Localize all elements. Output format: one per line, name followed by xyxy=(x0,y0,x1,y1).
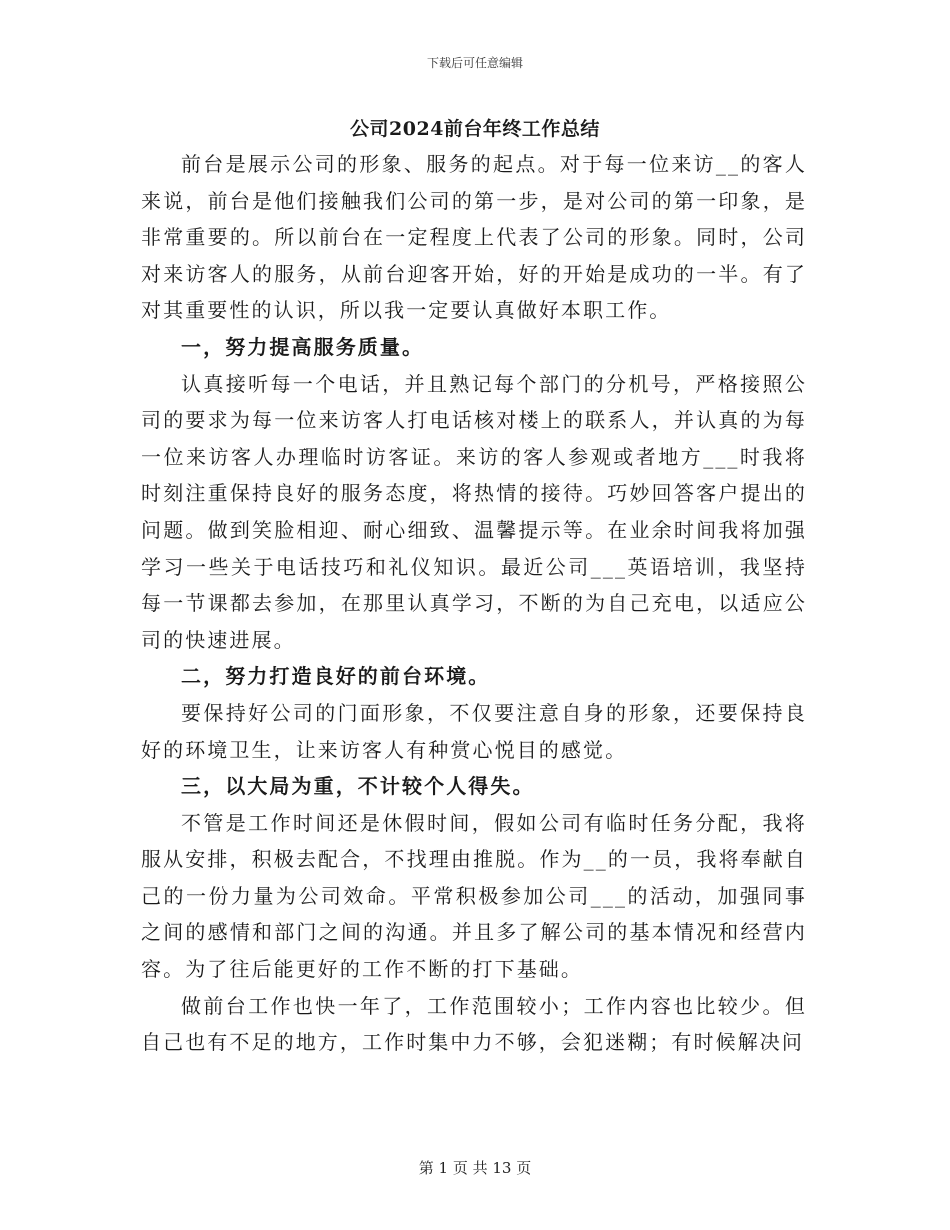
section-heading-1: 一，努力提高服务质量。 xyxy=(181,334,425,359)
header-note: 下载后可任意编辑 xyxy=(426,56,523,70)
document-body xyxy=(141,146,807,1061)
page-number: 第 1 页 共 13 页 xyxy=(418,1159,532,1177)
paragraph-intro: 前台是展示公司的形象、服务的起点。对于每一位来访__的客人来说，前台是他们接触我们公司的第一步，是对公司的第一印象，是非常重要的。所以前台在一定程度上代表了公司的形象。同时，公司对来访客人的服务，从前台迎客开始，好的开始是成功的一半。有了对其重要性的认识，所以我一定要认真做好本职工作。 xyxy=(141,152,807,323)
section-heading-2: 二，努力打造良好的前台环境。 xyxy=(181,664,491,689)
document-title: 公司2024前台年终工作总结 xyxy=(350,118,600,140)
paragraph-reflection: 做前台工作也快一年了，工作范围较小；工作内容也比较少。但自己也有不足的地方，工作时集中力不够，会犯迷糊；有时候解决问 xyxy=(141,993,807,1055)
section-heading-3: 三，以大局为重，不计较个人得失。 xyxy=(181,774,535,799)
paragraph-environment: 要保持好公司的门面形象，不仅要注意自身的形象，还要保持良好的环境卫生，让来访客人有种赏心悦目的感觉。 xyxy=(141,700,807,762)
paragraph-teamwork: 不管是工作时间还是休假时间，假如公司有临时任务分配，我将服从安排，积极去配合，不找理由推脱。作为__的一员，我将奉献自己的一份力量为公司效命。平常积极参加公司___的活动，加强同事之间的感情和部门之间的沟通。并且多了解公司的基本情况和经营内容。为了往后能更好的工作不断的打下基础。 xyxy=(141,810,807,982)
paragraph-service-quality: 认真接听每一个电话，并且熟记每个部门的分机号，严格接照公司的要求为每一位来访客人打电话核对楼上的联系人，并认真的为每一位来访客人办理临时访客证。来访的客人参观或者地方___时我将时刻注重保持良好的服务态度，将热情的接待。巧妙回答客户提出的问题。做到笑脸相迎、耐心细致、温馨提示等。在业余时间我将加强学习一些关于电话技巧和礼仪知识。最近公司___英语培训，我坚持每一节课都去参加，在那里认真学习，不断的为自己充电，以适应公司的快速进展。 xyxy=(141,371,807,652)
